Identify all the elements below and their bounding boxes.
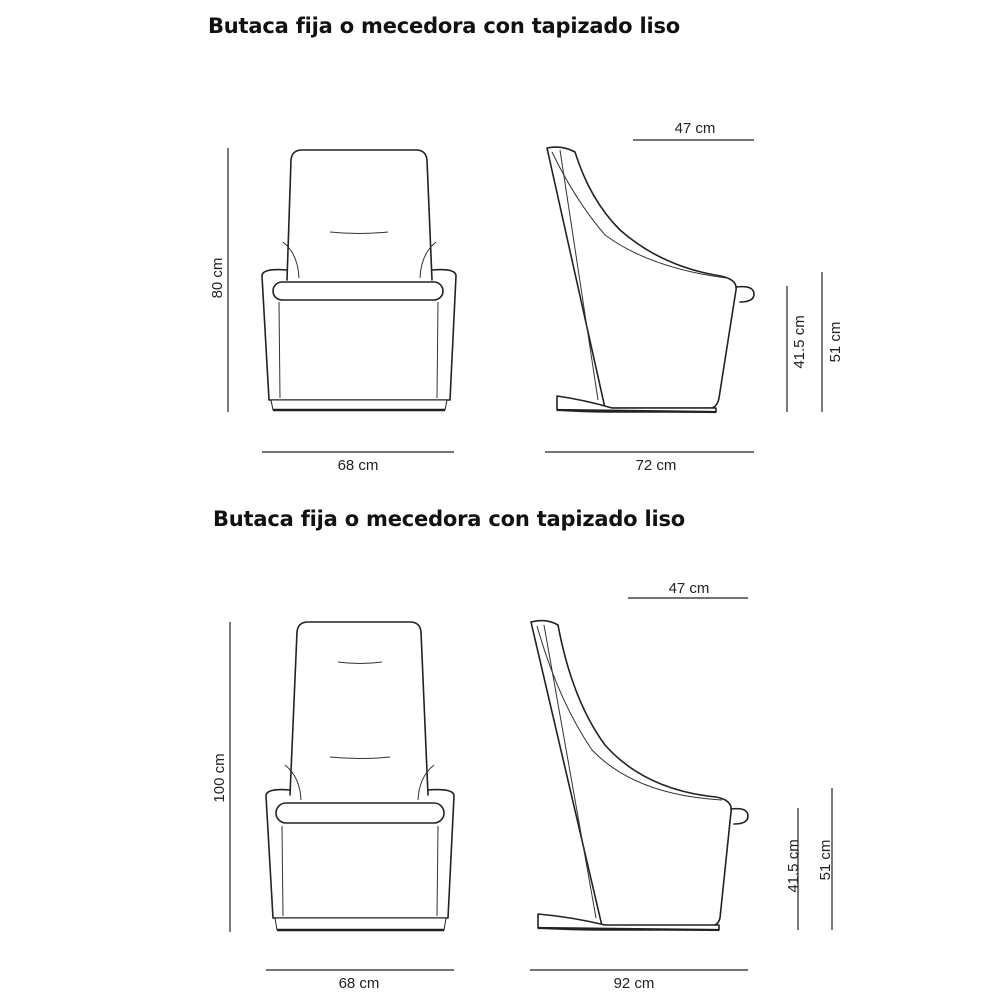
side-seat-depth-label: 47 cm [668,580,710,597]
backrest-outline [287,150,432,280]
left-leg-line [282,826,283,916]
side-back-seam [544,625,596,918]
section-1-front-view [209,148,456,474]
chair-body-outline [262,270,456,400]
headrest-seam [330,232,388,234]
backrest-outline [290,622,428,795]
section-2-side-view [530,580,834,992]
section-2-front-view [211,622,454,992]
seat-cushion [276,803,444,823]
front-height-label: 80 cm [209,257,226,299]
front-width-label: 68 cm [338,975,380,992]
side-profile-outline [547,147,736,408]
left-wing-seam [283,242,299,278]
side-depth-label: 72 cm [635,457,677,474]
right-leg-line [437,302,438,398]
side-seat-height-label: 41.5 cm [791,315,808,369]
headrest-seam-lower [330,757,390,759]
side-arm-height-label: 51 cm [827,321,844,363]
front-base [271,400,447,410]
front-width-label: 68 cm [337,457,379,474]
section-1-side-view [545,120,844,474]
headrest-seam-upper [338,662,382,664]
right-wing-seam [420,242,436,278]
right-leg-line [437,826,438,916]
side-back-seam [560,150,598,400]
side-inner-curve [552,152,726,278]
side-seat-height-label: 41.5 cm [785,839,802,893]
side-depth-label: 92 cm [613,975,655,992]
left-wing-seam [285,765,301,800]
front-height-label: 100 cm [211,753,228,803]
front-base [275,918,446,930]
side-front-knob [731,809,748,824]
side-profile-outline [531,621,731,926]
chair-body-outline [266,790,454,918]
side-arm-height-label: 51 cm [817,839,834,881]
section-2-title: Butaca fija o mecedora con tapizado liso [213,507,686,531]
section-1-title: Butaca fija o mecedora con tapizado liso [208,14,681,38]
right-wing-seam [418,765,434,800]
left-leg-line [279,302,280,398]
seat-cushion [273,282,443,300]
side-seat-depth-label: 47 cm [674,120,716,137]
side-front-knob [736,287,754,302]
